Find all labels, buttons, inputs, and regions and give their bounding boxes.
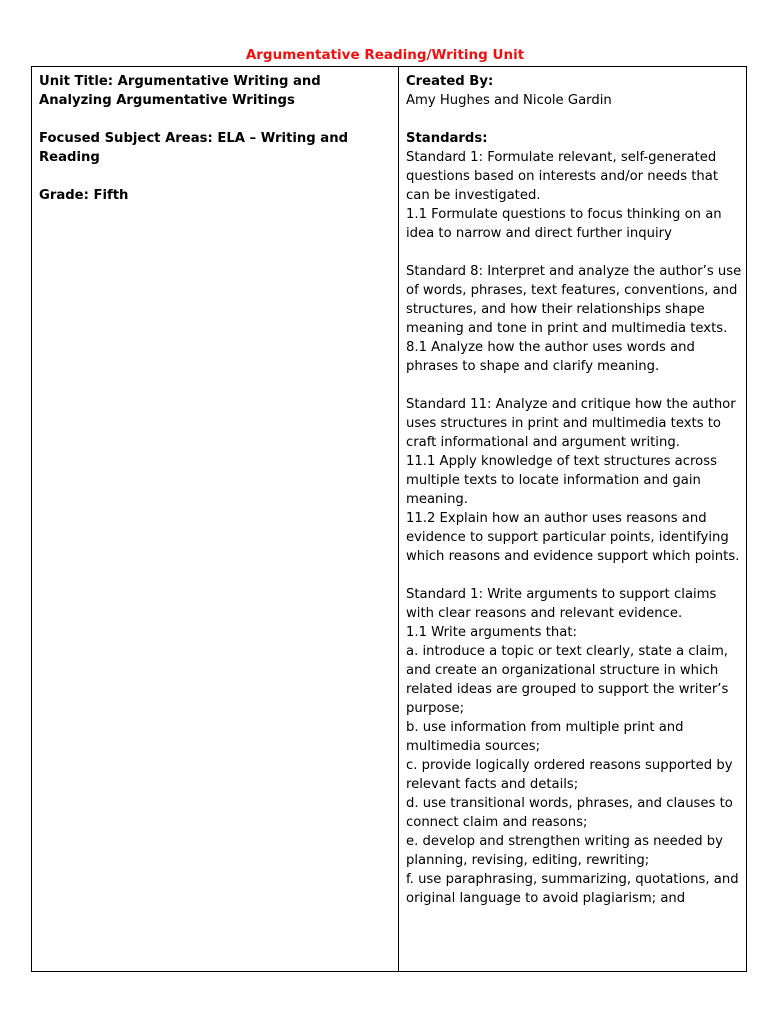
standard-group [406, 148, 742, 243]
standard-heading: Standard 11: Analyze and critique how the author uses structures in print and multimedia texts to craft informational and argument writing. [406, 397, 736, 450]
standards-label: Standards: [406, 131, 488, 146]
created-by-label: Created By: [406, 74, 494, 89]
standard-item: c. provide logically ordered reasons supported by relevant facts and details; [406, 758, 733, 792]
standard-item: 1.1 Formulate questions to focus thinking on an idea to narrow and direct further inquiry [406, 207, 722, 241]
standard-heading: Standard 8: Interpret and analyze the author’s use of words, phrases, text features, conventions, and structures, and how their relationships shape meaning and tone in print and multimedia texts. [406, 264, 742, 336]
grade-level: Grade: Fifth [39, 188, 129, 203]
standard-item: d. use transitional words, phrases, and clauses to connect claim and reasons; [406, 796, 733, 830]
standards-list [406, 148, 742, 908]
standard-item: 11.2 Explain how an author uses reasons and evidence to support particular points, identifying which reasons and evidence support which points. [406, 511, 740, 564]
standard-item: b. use information from multiple print and multimedia sources; [406, 720, 684, 754]
focused-subject-areas: Focused Subject Areas: ELA – Writing and Reading [39, 131, 349, 165]
standard-heading: Standard 1: Formulate relevant, self-generated questions based on interests and/or needs that can be investigated. [406, 150, 719, 203]
standard-item: e. develop and strengthen writing as needed by planning, revising, editing, rewriting; [406, 834, 723, 868]
standard-group [406, 585, 742, 908]
standard-item: f. use paraphrasing, summarizing, quotations, and original language to avoid plagiarism; and [406, 872, 739, 906]
unit-title: Unit Title: Argumentative Writing and Analyzing Argumentative Writings [39, 74, 321, 108]
standard-group [406, 395, 742, 566]
unit-info-column [32, 67, 399, 971]
standard-item: 8.1 Analyze how the author uses words and phrases to shape and clarify meaning. [406, 340, 695, 374]
document-title: Argumentative Reading/Writing Unit [245, 47, 525, 63]
standard-item: 11.1 Apply knowledge of text structures across multiple texts to locate information and gain meaning. [406, 454, 717, 507]
created-by-names: Amy Hughes and Nicole Gardin [406, 93, 612, 108]
standard-heading: Standard 1: Write arguments to support claims with clear reasons and relevant evidence. [406, 587, 717, 621]
standard-item: a. introduce a topic or text clearly, state a claim, and create an organizational structure in which related ideas are grouped to support the writer’s purpose; [406, 644, 729, 716]
standard-item: 1.1 Write arguments that: [406, 625, 577, 640]
standard-group [406, 262, 742, 376]
unit-table [31, 66, 747, 972]
standards-column [399, 67, 746, 971]
